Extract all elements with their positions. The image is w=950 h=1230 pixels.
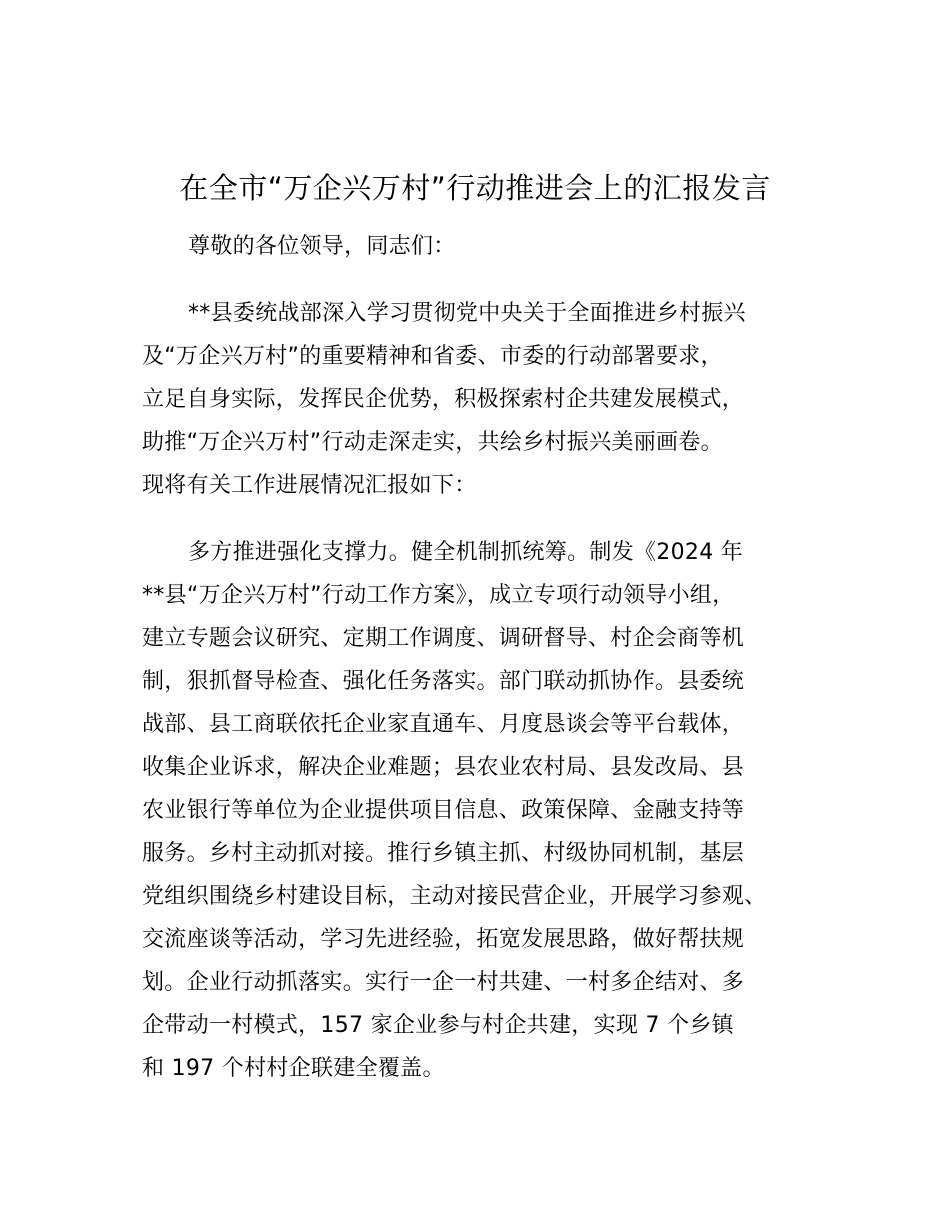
paragraph-line: 交流座谈等活动，学习先进经验，拓宽发展思路，做好帮扶规	[142, 927, 745, 952]
greeting: 尊敬的各位领导，同志们：	[188, 234, 456, 259]
paragraph-support	[142, 531, 822, 1090]
paragraph-line: 助推“万企兴万村”行动走深走实，共绘乡村振兴美丽画卷。	[142, 430, 723, 455]
paragraph-line: 和 197 个村村企联建全覆盖。	[142, 1056, 445, 1081]
paragraph-line: 建立专题会议研究、定期工作调度、调研督导、村企会商等机	[142, 626, 745, 651]
paragraph-intro	[142, 292, 822, 507]
paragraph-line: 企带动一村模式，157 家企业参与村企共建，实现 7 个乡镇	[142, 1013, 734, 1038]
paragraph-line: 党组织围绕乡村建设目标，主动对接民营企业，开展学习参观、	[142, 884, 767, 909]
paragraph-line: **县“万企兴万村”行动工作方案》，成立专项行动领导小组，	[142, 583, 735, 608]
paragraph-line: 服务。乡村主动抓对接。推行乡镇主抓、村级协同机制，基层	[142, 841, 745, 866]
paragraph-line: **县委统战部深入学习贯彻党中央关于全面推进乡村振兴	[188, 301, 746, 326]
paragraph-line: 划。企业行动抓落实。实行一企一村共建、一村多企结对、多	[142, 970, 745, 995]
document-title: 在全市“万企兴万村”行动推进会上的汇报发言	[179, 171, 771, 205]
document-body	[142, 225, 822, 1090]
paragraph-line: 多方推进强化支撑力。健全机制抓统筹。制发《2024 年	[188, 540, 744, 565]
paragraph-line: 收集企业诉求，解决企业难题；县农业农村局、县发改局、县	[142, 755, 745, 780]
paragraph-line: 农业银行等单位为企业提供项目信息、政策保障、金融支持等	[142, 798, 745, 823]
paragraph-line: 战部、县工商联依托企业家直通车、月度恳谈会等平台载体，	[142, 712, 745, 737]
paragraph-line: 及“万企兴万村”的重要精神和省委、市委的行动部署要求，	[142, 344, 723, 369]
paragraph-line: 制，狠抓督导检查、强化任务落实。部门联动抓协作。县委统	[142, 669, 745, 694]
paragraph-line: 现将有关工作进展情况汇报如下：	[142, 473, 477, 498]
paragraph-line: 立足自身实际，发挥民企优势，积极探索村企共建发展模式，	[142, 387, 745, 412]
